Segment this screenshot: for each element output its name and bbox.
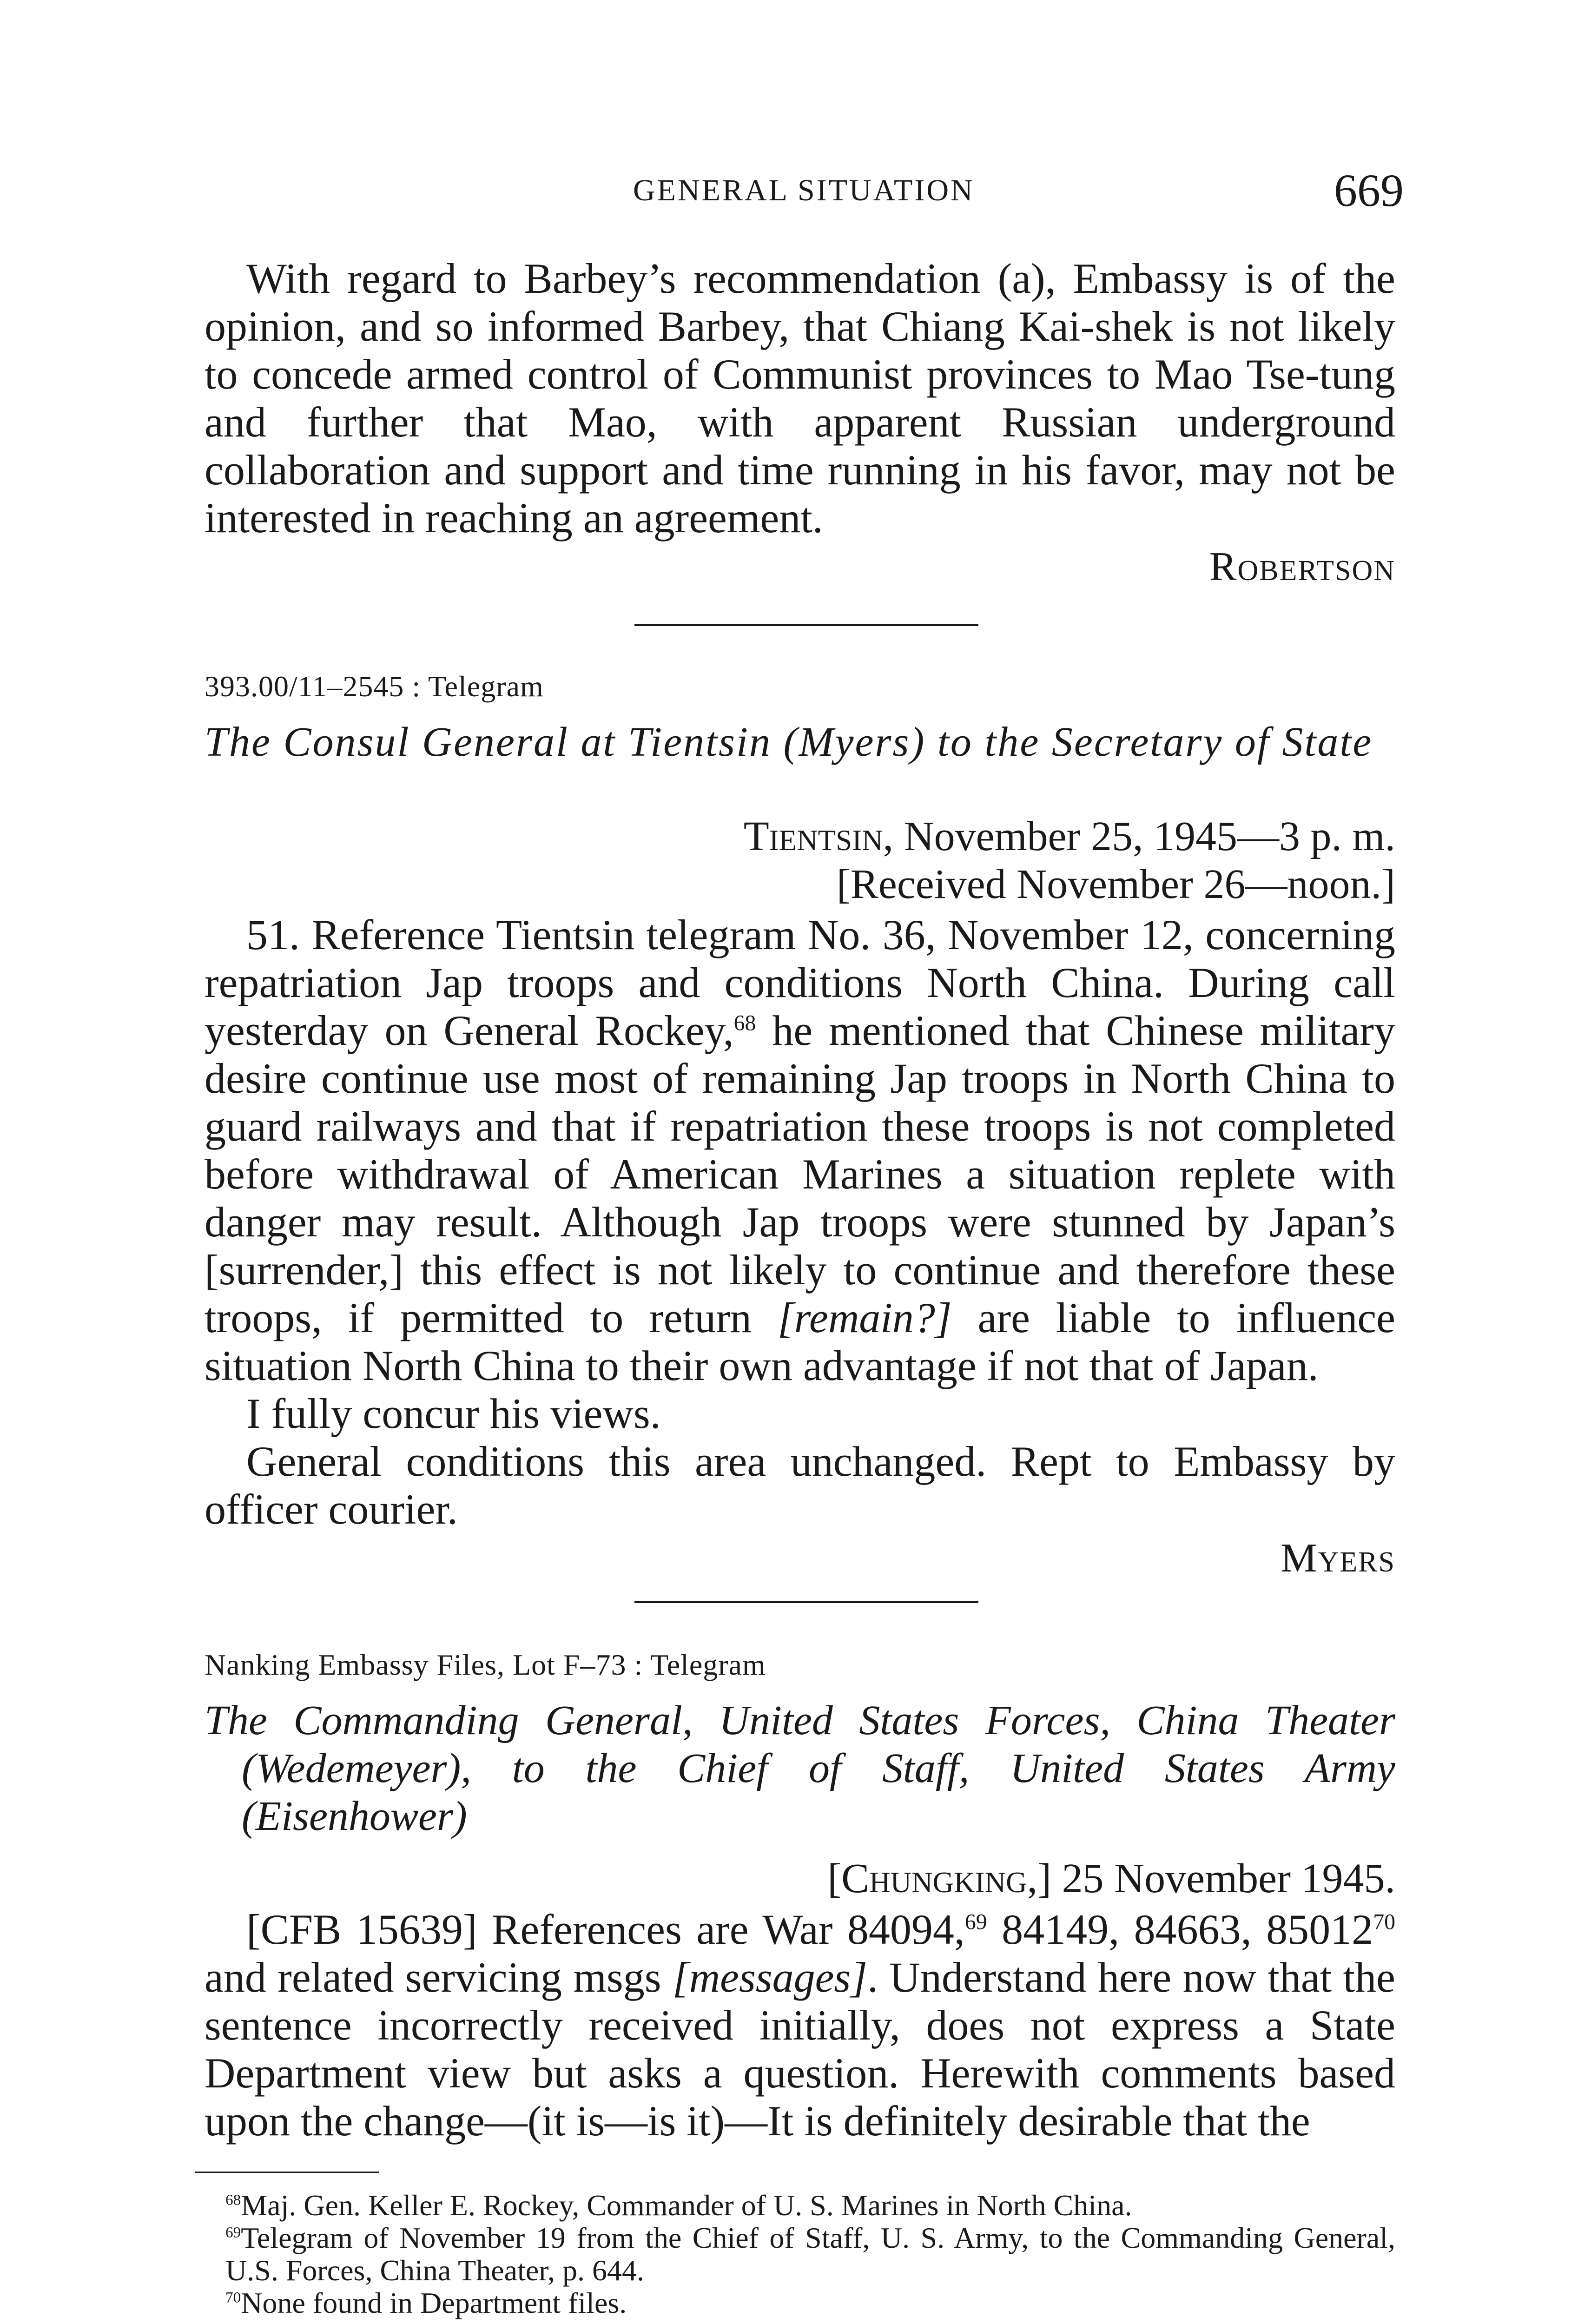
paragraph-text: [CFB 15639] References are War 84094, — [246, 1906, 965, 1953]
footnote-text: Telegram of November 19 from the Chief of Staff, U. S. Army, to the Commanding General, U.S. Forces, China Theater, p. 644. — [225, 2221, 1395, 2287]
page-number: 669 — [1334, 165, 1404, 216]
dateline-date: 25 November 1945. — [1051, 1855, 1395, 1901]
dateline — [558, 812, 1395, 860]
editorial-insertion: [remain?] — [777, 1294, 952, 1341]
section-robertson — [205, 255, 1395, 591]
dateline-place: [Chungking,] — [827, 1855, 1052, 1901]
footnotes — [195, 2189, 1395, 2319]
received-line: [Received November 26—noon.] — [836, 861, 1395, 907]
file-reference: 393.00/11–2545 : Telegram — [205, 670, 544, 703]
dateline-place: Tientsin — [743, 813, 883, 859]
dateline — [558, 1855, 1395, 1902]
footnote-text: None found in Department files. — [241, 2286, 627, 2319]
paragraph-text: and related servicing msgs — [205, 1954, 673, 2001]
footnote-number: 69 — [225, 2224, 241, 2241]
paragraph-text: 84149, 84663, 85012 — [987, 1906, 1373, 1953]
body-paragraph: General conditions this area unchanged. Rept to Embassy by officer courier. — [205, 1438, 1395, 1533]
footnote-number: 70 — [225, 2289, 241, 2306]
document-heading: The Consul General at Tientsin (Myers) to the Secretary of State — [205, 719, 1373, 765]
section-divider — [634, 1601, 978, 1603]
footnote — [195, 2222, 1395, 2287]
heading-line: (Wedemeyer), to the Chief of Staff, United States Army — [242, 1745, 1395, 1791]
footnote — [195, 2189, 1395, 2222]
footnote-mark: 68 — [733, 1010, 756, 1036]
file-reference: Nanking Embassy Files, Lot F–73 : Telegram — [205, 1648, 766, 1681]
paragraph-text: 51. Reference Tientsin telegram No. 36, November 12, concerning repatriation Jap troops and conditions North China. During call yesterday on General Rockey, — [205, 911, 1395, 1054]
paragraph-text: he mentioned that Chinese military desire continue use most of remaining Jap troops in North China to guard railways and that if repatriation these troops is not completed before withdrawal of American Marines a situation replete with danger may result. Although Jap troops were stunned by Japan’s [surrender,] this effect is not likely to continue and therefore these troops, if permitted to return — [205, 1007, 1395, 1341]
footnote-mark: 69 — [964, 1909, 987, 1934]
body-paragraph — [205, 911, 1395, 1390]
telegram-body — [205, 1906, 1395, 2145]
footnote-number: 68 — [225, 2191, 241, 2209]
body-paragraph — [205, 1906, 1395, 2145]
signature-robertson: Robertson — [1209, 544, 1395, 589]
paragraph-text: . Understand here now that the sentence incorrectly received initially, does not express a State Department view but asks a question. Herewith comments based upon the change—(it is—is it)—It is definitely desirable that the — [205, 1954, 1395, 2145]
body-paragraph: With regard to Barbey’s recommendation (a), Embassy is of the opinion, and so informed Barbey, that Chiang Kai-shek is not likely to concede armed control of Communist provinces to Mao Tse-tung and further that Mao, with apparent Russian underground collaboration and support and time running in his favor, may not be interested in reaching an agreement. — [205, 255, 1395, 541]
body-paragraph: I fully concur his views. — [246, 1390, 661, 1437]
footnote-mark: 70 — [1373, 1909, 1396, 1934]
footnote-divider — [195, 2172, 379, 2173]
footnote-text: Maj. Gen. Keller E. Rockey, Commander of U. S. Marines in North China. — [241, 2189, 1132, 2222]
telegram-body — [205, 911, 1395, 1582]
signature-myers: Myers — [1281, 1536, 1395, 1581]
dateline-date: , November 25, 1945—3 p. m. — [883, 813, 1395, 859]
editorial-insertion: [messages] — [672, 1954, 868, 2001]
heading-line: The Commanding General, United States Forces, China Theater — [205, 1697, 1395, 1743]
heading-line: (Eisenhower) — [242, 1793, 467, 1839]
paragraph-text: are liable to influence situation North China to their own advantage if not that of Japan. — [205, 1294, 1395, 1389]
running-title: GENERAL SITUATION — [633, 173, 975, 207]
section-divider — [634, 624, 978, 626]
document-heading — [205, 1697, 1395, 1840]
footnote — [195, 2287, 1395, 2319]
